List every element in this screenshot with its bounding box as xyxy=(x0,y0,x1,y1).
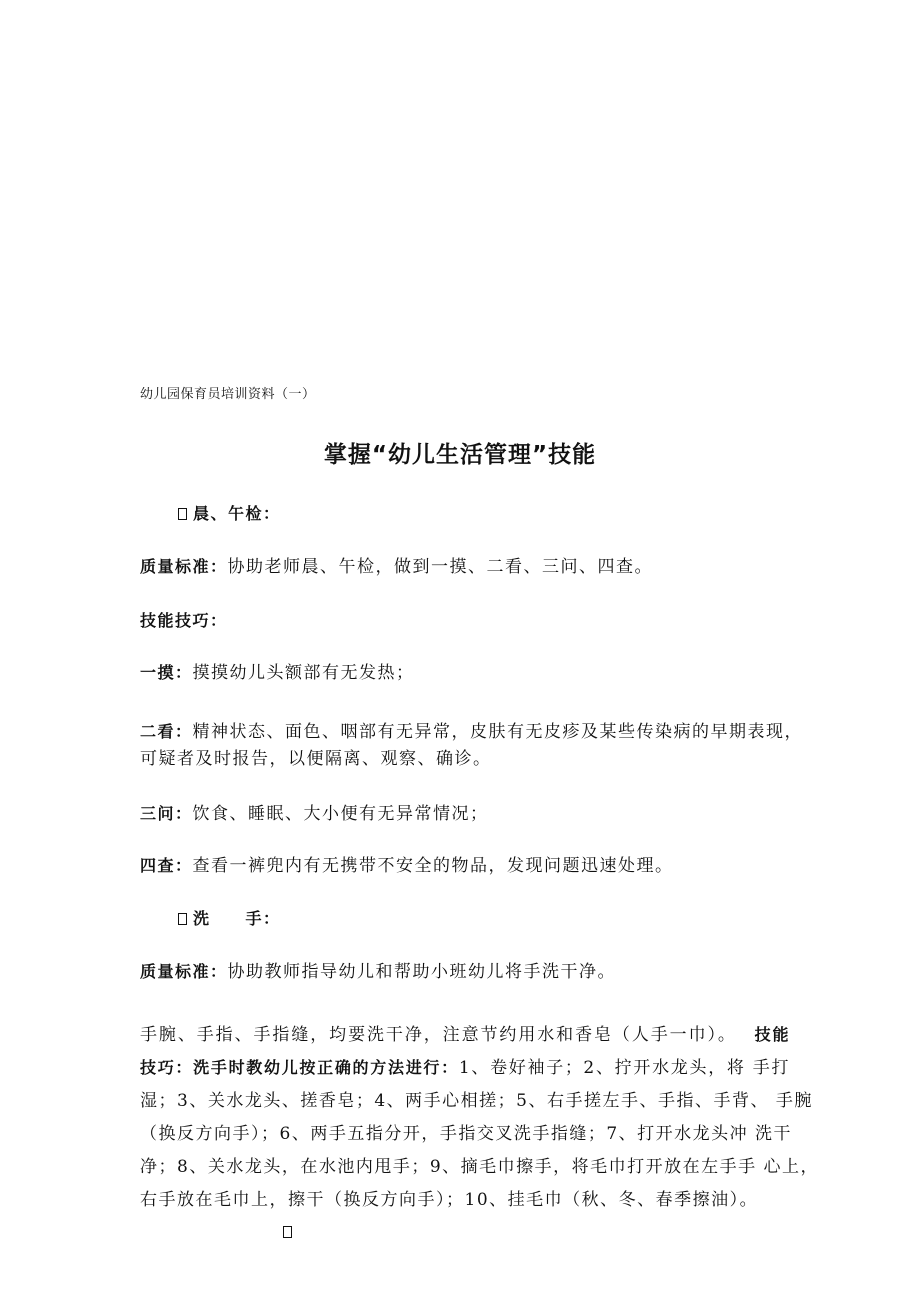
label: 质量标准： xyxy=(140,962,228,981)
skills-label: 技能技巧： xyxy=(140,611,228,630)
label: 二看： xyxy=(140,722,193,741)
bullet-box-icon xyxy=(283,1222,298,1241)
text: 协助教师指导幼儿和帮助小班幼儿将手洗干净。 xyxy=(227,962,617,982)
text: 查看一裤兜内有无携带不安全的物品，发现问题迅速处理。 xyxy=(192,856,674,876)
bullet-box-icon xyxy=(178,913,187,925)
document-header: 幼儿园保育员培训资料（一） xyxy=(140,387,316,402)
para-line-1 xyxy=(140,1024,790,1046)
para-line-5: 净；8、关水龙头，在水池内甩手；9、摘毛巾擦手，将毛巾打开放在左手手 心上， xyxy=(140,1157,820,1177)
heading-text: 晨、午检： xyxy=(193,504,281,523)
para-line-3: 湿；3、关水龙头、搓香皂；4、两手心相搓；5、右手搓左手、手指、手背、 手腕 xyxy=(140,1091,813,1111)
text: 精神状态、面色、咽部有无异常，皮肤有无皮疹及某些传染病的早期表现， xyxy=(192,722,804,742)
label: 三问： xyxy=(140,804,193,823)
item-check xyxy=(140,855,674,877)
item-look xyxy=(140,721,803,743)
text: 手腕、手指、手指缝，均要洗干净，注意节约用水和香皂（人手一巾）。 xyxy=(140,1025,729,1045)
label: 质量标准： xyxy=(140,557,228,576)
bold-text: 技能 xyxy=(754,1025,790,1044)
section-heading-handwashing xyxy=(178,908,281,930)
box-glyph xyxy=(283,1226,292,1238)
item-look-cont: 可疑者及时报告，以便隔离、观察、确诊。 xyxy=(140,749,492,769)
bold-text: 技巧：洗手时教幼儿按正确的方法进行： xyxy=(140,1058,459,1077)
heading-text: 洗 手： xyxy=(193,909,281,928)
label: 四查： xyxy=(140,856,193,875)
text: 摸摸幼儿头额部有无发热； xyxy=(192,663,415,683)
para-line-2 xyxy=(140,1057,790,1079)
para-line-4: （换反方向手）；6、两手五指分开，手指交叉洗手指缝；7、打开水龙头冲 洗干 xyxy=(140,1124,793,1144)
text: 饮食、睡眠、大小便有无异常情况； xyxy=(192,804,489,824)
section-heading-checkup xyxy=(178,503,281,525)
text: 1、卷好袖子；2、拧开水龙头，将 手打 xyxy=(458,1058,790,1078)
text: 协助老师晨、午检，做到一摸、二看、三问、四查。 xyxy=(227,557,654,577)
page-title: 掌握“幼儿生活管理”技能 xyxy=(323,442,597,468)
item-touch xyxy=(140,662,415,684)
quality-standard-2 xyxy=(140,961,616,983)
quality-standard-1 xyxy=(140,556,653,578)
para-line-6: 右手放在毛巾上，擦干（换反方向手）；10、挂毛巾（秋、冬、春季擦油）。 xyxy=(140,1190,759,1210)
bullet-box-icon xyxy=(178,508,187,520)
label: 一摸： xyxy=(140,663,193,682)
item-ask xyxy=(140,803,489,825)
